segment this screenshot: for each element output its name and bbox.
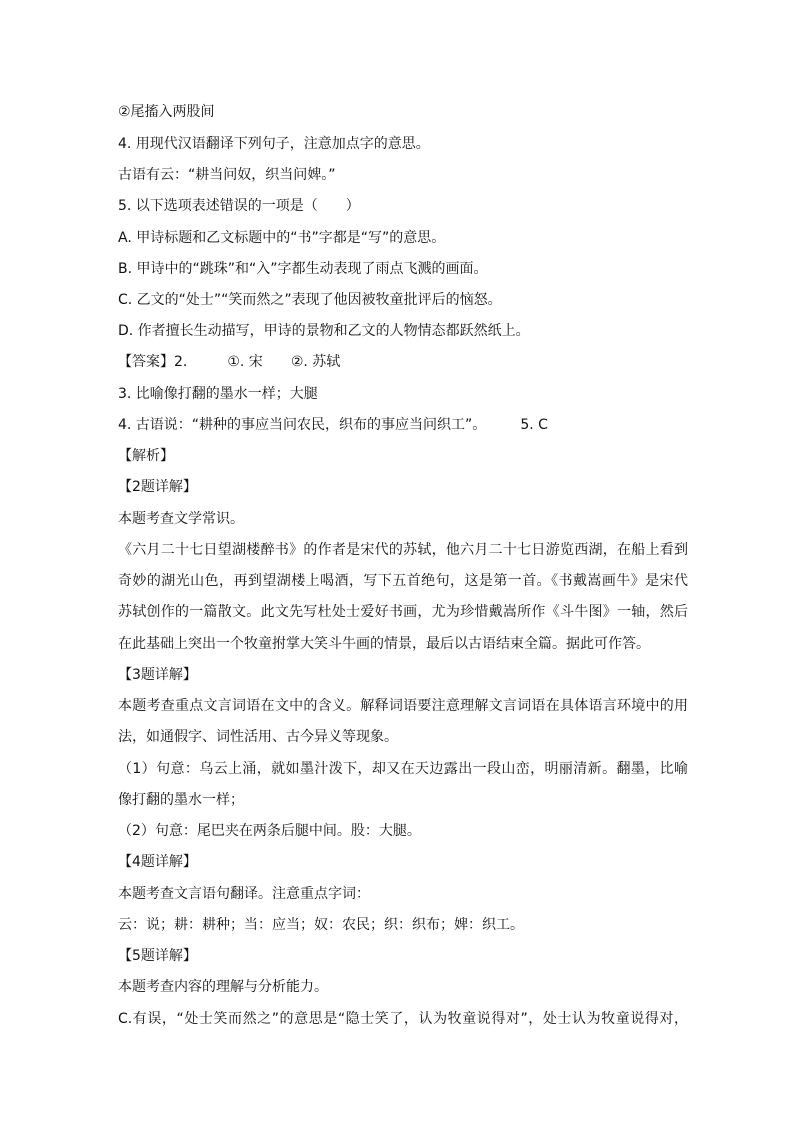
option-b: B. 甲诗中的“跳珠”和“入”字都生动表现了雨点飞溅的画面。 xyxy=(118,261,488,277)
answer-line-1 xyxy=(118,352,688,372)
q4-detail-intro: 本题考查文言语句翻译。注意重点字词： xyxy=(118,886,370,902)
q3-detail-item-1-line-1: （1）句意：乌云上涌，就如墨汁泼下，却又在天边露出一段山峦，明丽清新。翻墨，比喻 xyxy=(118,761,688,777)
q2-detail-para-line-3: 苏轼创作的一篇散文。此文先写杜处士爱好书画，尤为珍惜戴嵩所作《斗牛图》一轴，然后 xyxy=(118,604,688,620)
q2-detail-para-line-4: 在此基础上突出一个牧童拊掌大笑斗牛画的情景，最后以古语结束全篇。据此可作答。 xyxy=(118,636,650,652)
question-4-sentence: 古语有云：“耕当问奴，织当问婢。” xyxy=(118,167,336,183)
q5-detail-option-c: C.有误，“处士笑而然之”的意思是“隐士笑了，认为牧童说得对”，处士认为牧童说得对， xyxy=(118,1011,688,1027)
question-4-prompt: 4. 用现代汉语翻译下列句子，注意加点字的意思。 xyxy=(118,136,430,152)
answer-2-part-1: ①. 宋 xyxy=(227,354,263,370)
q4-detail-heading: 【4题详解】 xyxy=(118,854,197,870)
q2-detail-para-line-2: 奇妙的湖光山色，再到望湖楼上喝酒，写下五首绝句，这是第一首。《书戴嵩画牛》是宋代 xyxy=(118,573,688,589)
q3-detail-item-2: （2）句意：尾巴夹在两条后腿中间。股：大腿。 xyxy=(118,823,421,839)
answer-line-2: 3. 比喻像打翻的墨水一样；大腿 xyxy=(118,386,318,402)
answer-4: 4. 古语说：“耕种的事应当问农民，织布的事应当问织工”。 xyxy=(118,417,487,433)
q2-detail-para-line-1: 《六月二十七日望湖楼醉书》的作者是宋代的苏轼，他六月二十七日游览西湖，在船上看到 xyxy=(118,542,688,558)
q5-detail-heading: 【5题详解】 xyxy=(118,948,197,964)
analysis-heading: 【解析】 xyxy=(118,448,174,464)
q3-detail-intro-line-1: 本题考查重点文言词语在文中的含义。解释词语要注意理解文言词语在具体语言环境中的用 xyxy=(118,698,688,714)
answer-line-3 xyxy=(118,415,688,435)
answer-heading: 【答案】2. xyxy=(118,354,188,370)
q4-detail-keywords: 云：说；耕：耕种；当：应当；奴：农民；织：织布；婢：织工。 xyxy=(118,917,524,933)
question-3-item-2: ②尾搐入两股间 xyxy=(118,104,215,120)
q3-detail-item-1-line-2: 像打翻的墨水一样； xyxy=(118,792,244,808)
question-5-prompt: 5. 以下选项表述错误的一项是（ ） xyxy=(118,198,360,214)
q3-detail-heading: 【3题详解】 xyxy=(118,667,197,683)
q5-detail-intro: 本题考查内容的理解与分析能力。 xyxy=(118,979,328,995)
option-c: C. 乙文的“处士”“笑而然之”表现了他因被牧童批评后的恼怒。 xyxy=(118,292,502,308)
q2-detail-heading: 【2题详解】 xyxy=(118,479,197,495)
answer-5: 5. C xyxy=(520,417,548,433)
q2-detail-intro: 本题考查文学常识。 xyxy=(118,511,244,527)
answer-2-part-2: ②. 苏轼 xyxy=(290,354,341,370)
option-a: A. 甲诗标题和乙文标题中的“书”字都是“写”的意思。 xyxy=(118,230,446,246)
option-d: D. 作者擅长生动描写，甲诗的景物和乙文的人物情态都跃然纸上。 xyxy=(118,323,530,339)
q3-detail-intro-line-2: 法，如通假字、词性活用、古今异义等现象。 xyxy=(118,729,398,745)
